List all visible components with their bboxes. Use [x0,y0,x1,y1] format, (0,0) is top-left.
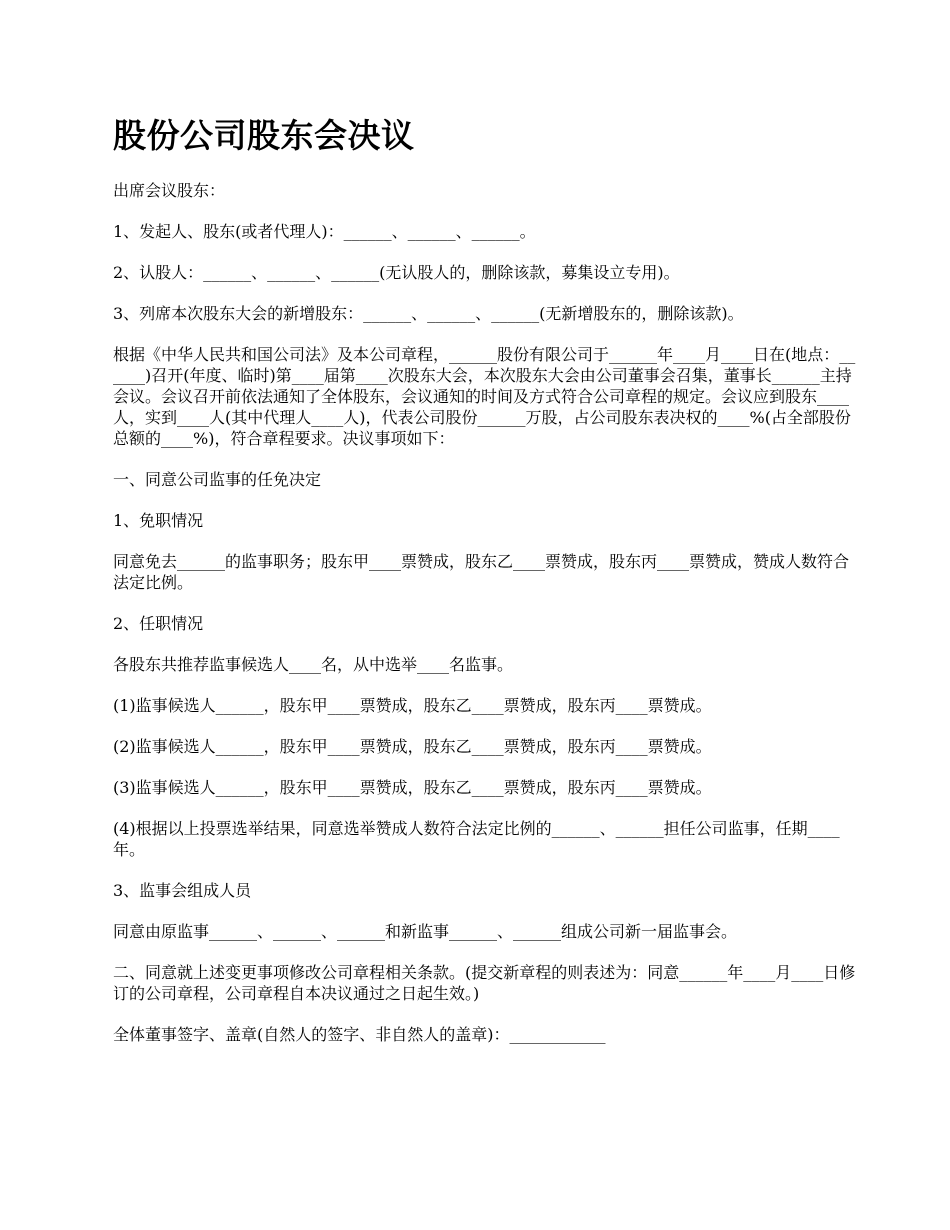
board-composition-heading: 3、监事会组成人员 [113,881,252,900]
signature-line: 全体董事签字、盖章(自然人的签字、非自然人的盖章)：____________ [113,1025,606,1044]
promoters-line: 1、发起人、股东(或者代理人)：______、______、______。 [113,222,536,241]
document-page [113,112,858,1065]
candidate-3-vote: (3)监事候选人______，股东甲____票赞成，股东乙____票赞成，股东丙____票赞成。 [113,778,712,797]
candidate-2-vote: (2)监事候选人______，股东甲____票赞成，股东乙____票赞成，股东丙____票赞成。 [113,737,712,756]
new-shareholders-line: 3、列席本次股东大会的新增股东：______、______、______(无新增股东的，删除该款)。 [113,304,744,323]
dismissal-heading: 1、免职情况 [113,511,204,530]
subscribers-line: 2、认股人：______、______、______(无认股人的，删除该款，募集设立专用)。 [113,263,680,282]
section-one-heading: 一、同意公司监事的任免决定 [113,470,322,489]
board-composition-text: 同意由原监事______、______、______和新监事______、______组成公司新一届监事会。 [113,922,738,941]
election-result: (4)根据以上投票选举结果，同意选举赞成人数符合法定比例的______、______担任公司监事，任期____年。 [113,819,840,859]
meeting-preamble: 根据《中华人民共和国公司法》及本公司章程，______股份有限公司于______年____月____日在(地点：______)召开(年度、临时)第____届第____次股东大会，本次股东大会由公司董事会召集，董事长______主持会议。会议召开前依法通知了全体股东，会议通知的时间及方式符合公司章程的规定。会议应到股东____人，实到____人(其中代理人____人)，代表公司股份______万股，占公司股东表决权的____%(占全部股份总额的____%)，符合章程要求。决议事项如下： [113,345,856,448]
document-title: 股份公司股东会决议 [113,116,415,155]
candidate-1-vote: (1)监事候选人______，股东甲____票赞成，股东乙____票赞成，股东丙____票赞成。 [113,696,712,715]
candidates-text: 各股东共推荐监事候选人____名，从中选举____名监事。 [113,655,514,674]
attendees-heading: 出席会议股东： [113,181,226,200]
dismissal-text: 同意免去______的监事职务；股东甲____票赞成，股东乙____票赞成，股东丙____票赞成，赞成人数符合法定比例。 [113,552,850,592]
section-two-text: 二、同意就上述变更事项修改公司章程相关条款。(提交新章程的则表述为：同意______年____月____日修订的公司章程，公司章程自本决议通过之日起生效。) [113,963,856,1003]
appointment-heading: 2、任职情况 [113,614,204,633]
